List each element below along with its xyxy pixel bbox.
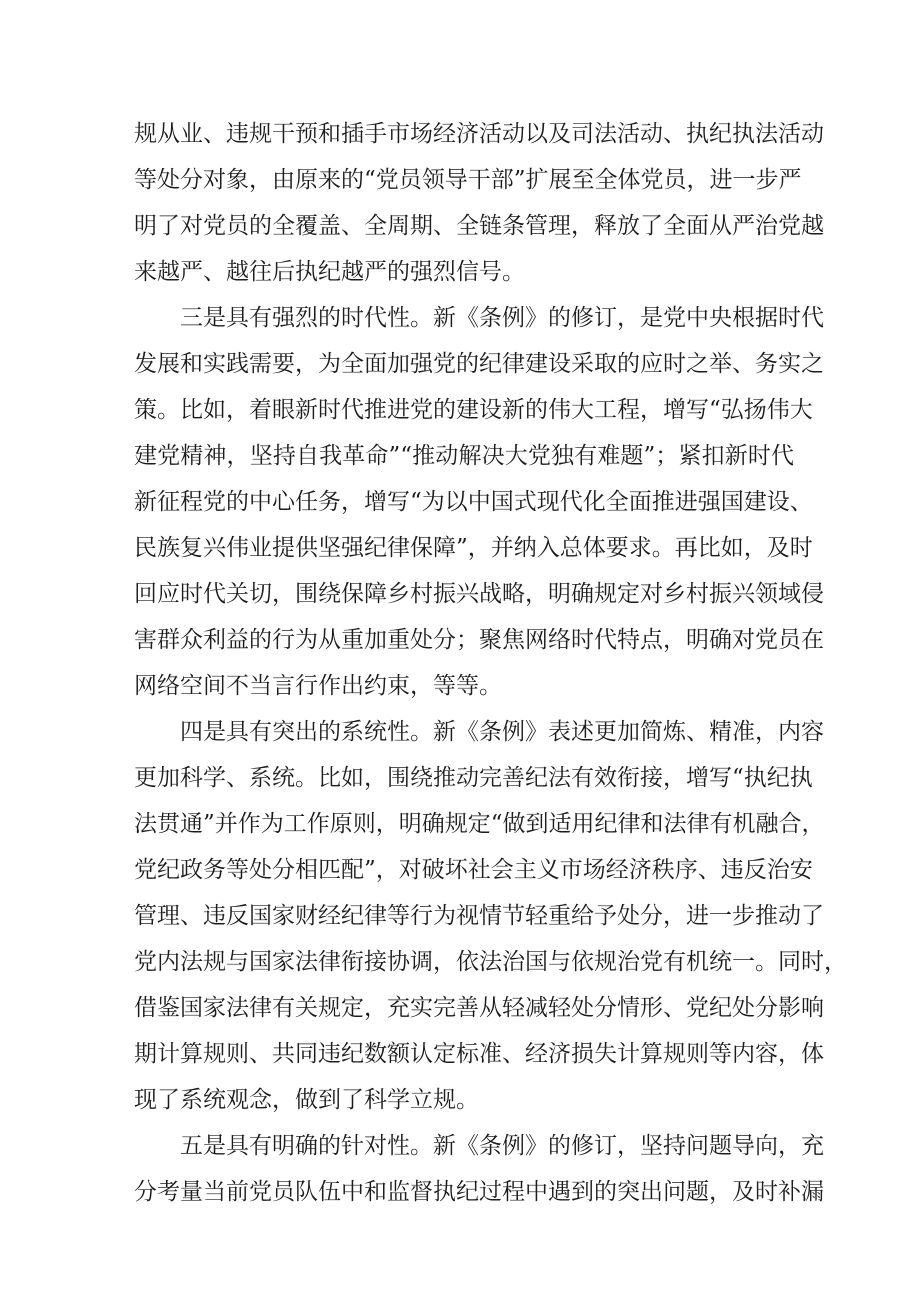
text-line: 建党精神，坚持自我革命”“推动解决大党独有难题”；紧扣新时代 <box>134 443 794 469</box>
text-line: 策。比如，着眼新时代推进党的建设新的伟大工程，增写“弘扬伟大 <box>134 397 813 423</box>
text-line: 期计算规则、共同违纪数额认定标准、经济损失计算规则等内容，体 <box>134 1041 824 1067</box>
text-line: 党内法规与国家法律衔接协调，依法治国与依规治党有机统一。同时， <box>134 949 847 975</box>
text-line: 等处分对象，由原来的“党员领导干部”扩展至全体党员，进一步严 <box>134 167 802 193</box>
text-line: 管理、违反国家财经纪律等行为视情节轻重给予处分，进一步推动了 <box>134 903 824 929</box>
text-line: 四是具有突出的系统性。新《条例》表述更加简炼、精准，内容 <box>180 719 824 745</box>
paragraph-systematic <box>134 709 847 1123</box>
text-line: 五是具有明确的针对性。新《条例》的修订，坚持问题导向，充 <box>180 1133 824 1159</box>
text-line: 规从业、违规干预和插手市场经济活动以及司法活动、执纪执法活动 <box>134 121 824 147</box>
text-line: 更加科学、系统。比如，围绕推动完善纪法有效衔接，增写“执纪执 <box>134 765 813 791</box>
text-line: 网络空间不当言行作出约束，等等。 <box>134 673 502 699</box>
paragraph-targeted <box>134 1123 824 1215</box>
text-line: 回应时代关切，围绕保障乡村振兴战略，明确规定对乡村振兴领域侵 <box>134 581 824 607</box>
text-line: 现了系统观念，做到了科学立规。 <box>134 1087 479 1113</box>
text-line: 分考量当前党员队伍中和监督执纪过程中遇到的突出问题，及时补漏 <box>134 1179 824 1205</box>
text-line: 新征程党的中心任务，增写“为以中国式现代化全面推进强国建设、 <box>134 489 813 515</box>
text-line: 三是具有强烈的时代性。新《条例》的修订，是党中央根据时代 <box>180 305 824 331</box>
text-line: 害群众利益的行为从重加重处分；聚焦网络时代特点，明确对党员在 <box>134 627 824 653</box>
text-line: 民族复兴伟业提供坚强纪律保障”，并纳入总体要求。再比如，及时 <box>134 535 813 561</box>
paragraph-1-continuation <box>134 111 824 295</box>
text-line: 发展和实践需要，为全面加强党的纪律建设采取的应时之举、务实之 <box>134 351 824 377</box>
text-line: 明了对党员的全覆盖、全周期、全链条管理，释放了全面从严治党越 <box>134 213 824 239</box>
paragraph-era-relevance <box>134 295 824 709</box>
text-line: 借鉴国家法律有关规定，充实完善从轻减轻处分情形、党纪处分影响 <box>134 995 824 1021</box>
document-body <box>134 111 847 1215</box>
text-line: 法贯通”并作为工作原则，明确规定“做到适用纪律和法律有机融合， <box>134 811 825 837</box>
text-line: 党纪政务等处分相匹配”，对破坏社会主义市场经济秩序、违反治安 <box>134 857 813 883</box>
text-line: 来越严、越往后执纪越严的强烈信号。 <box>134 259 525 285</box>
